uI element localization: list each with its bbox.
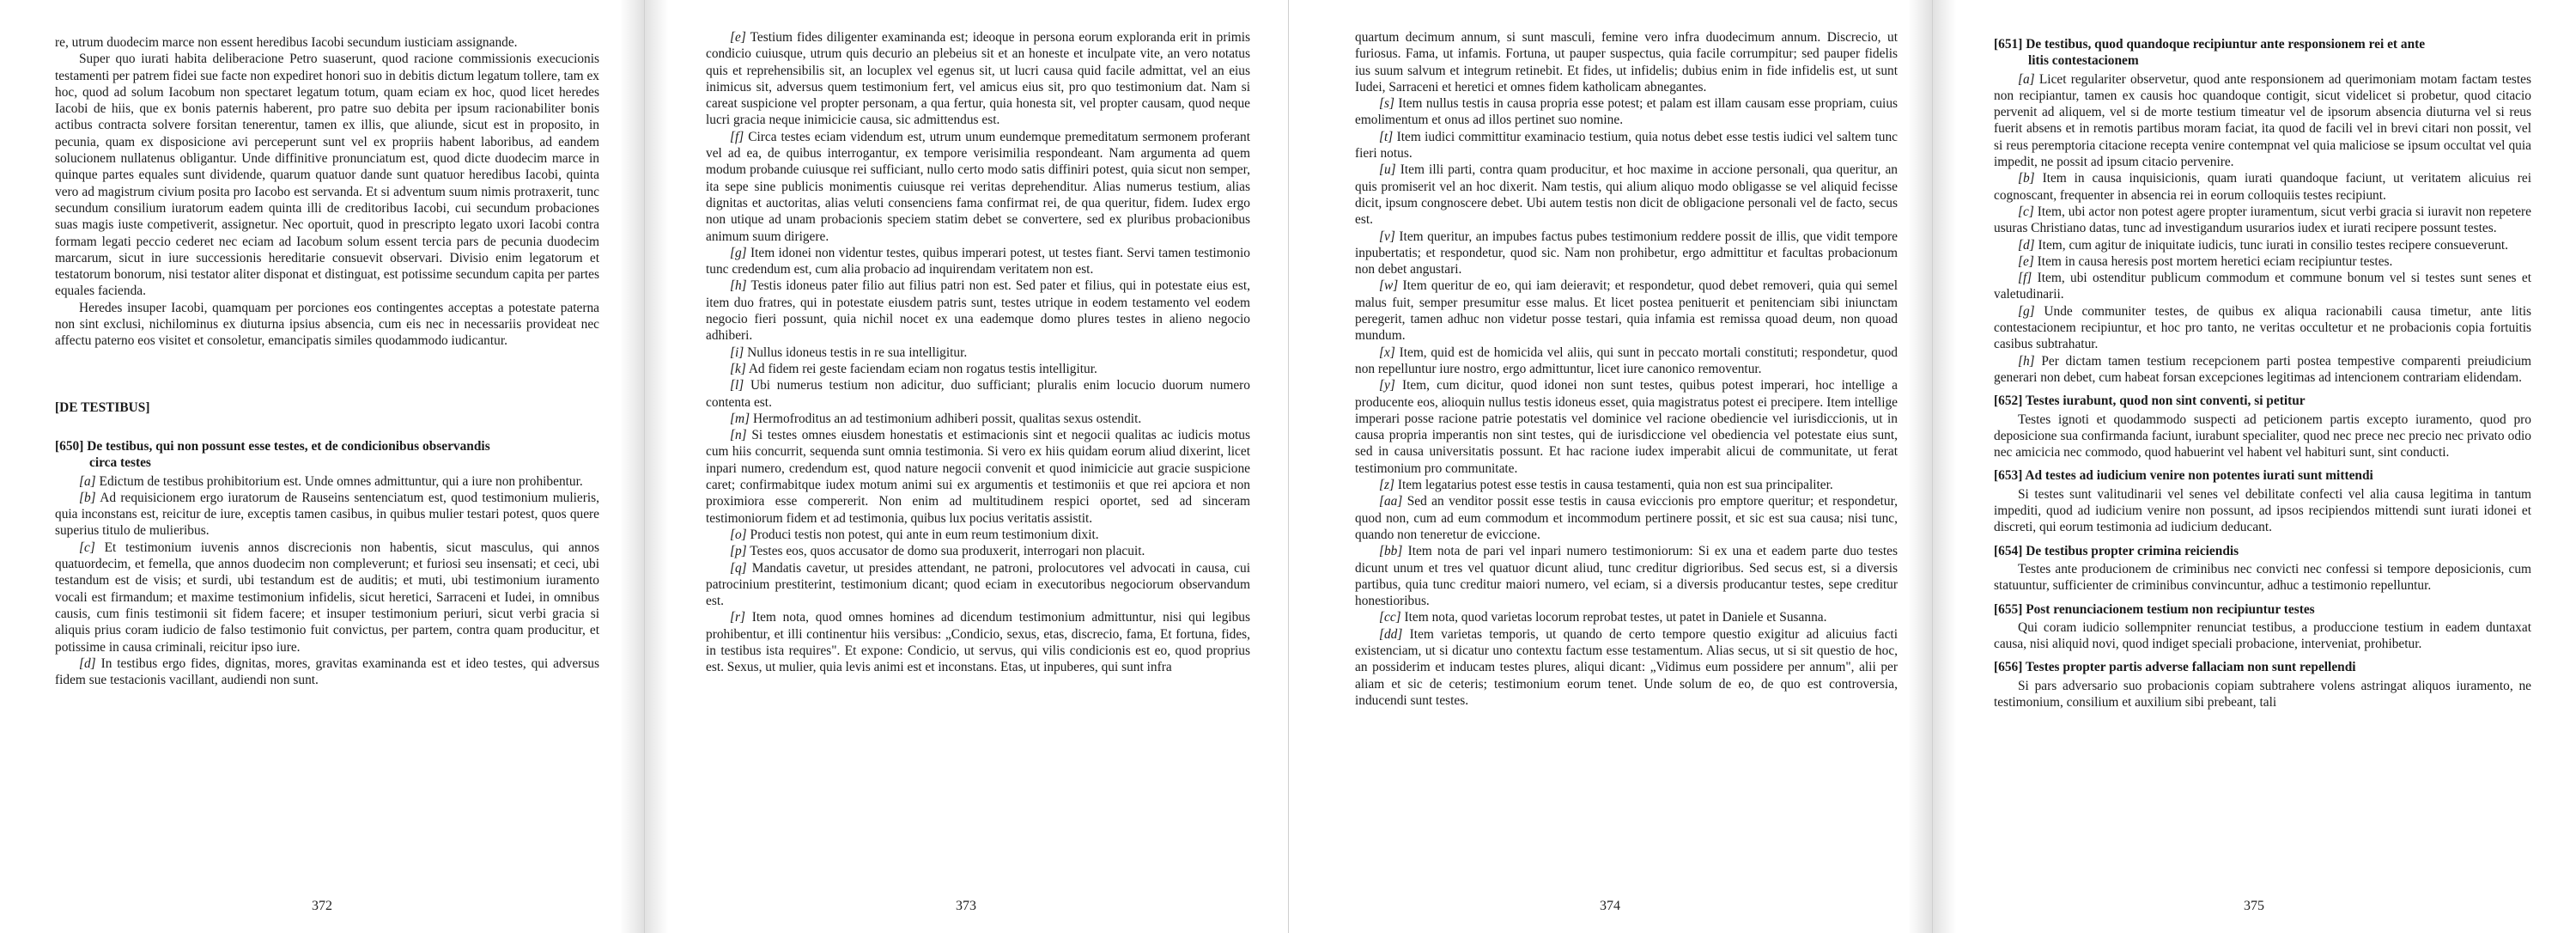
- entry-text: Ubi numerus testium non adicitur, duo sufficiant; pluralis enim locucio duorum numero contenta est.: [706, 378, 1250, 410]
- chapter-title: De testibus propter crimina reiciendis: [2026, 543, 2239, 558]
- entry-paragraph: [706, 361, 1250, 377]
- chapter-title: Testes iurabunt, quod non sint conventi, si petitur: [2025, 393, 2306, 409]
- entry-paragraph: [706, 427, 1250, 527]
- entry-text: Testium fides diligenter examinanda est; ideoque in persona eorum exploranda erit in primis condicio cuiusque, utrum quis decurio an plebeius sit et an honeste et inculpate vite, an vero notatus quis et reprehensibilis sit, an locuplex vel egenus sit, ut lucri causa quid facile admittat, vel an eius inimicus sit, adversus quem testimonium fert, vel amicus eius sit, pro quo testimonium dat. Nam si careat suspicione vel propter personam, a qua fertur, quia honesta sit, vel propter causam, quod neque lucri gracia neque inimicicie causa, sic admittendus est.: [706, 30, 1250, 128]
- entry-paragraph: [55, 656, 599, 689]
- entry-marker: [l]: [730, 378, 744, 393]
- chapter-heading: [1994, 36, 2531, 70]
- entry-marker: [h]: [730, 278, 747, 294]
- entry-paragraph: [706, 245, 1250, 278]
- entry-text: Item, cum dicitur, quod idonei non sunt testes, quibus potest imperari, hoc intellige a producente eos, alioquin nullus testis idoneus esset, quia magistratus potest ei precipere. Item intellige imperari posse racione patrie potestatis vel dominice vel racione obediencie vel iurisdiccionis, ut in causa propria imperantis non sint testes, qui de iurisdiccione vel obediencia vel potestate eius sunt, sed in causa universitatis possunt. Et hac racione iudex imperabit alicui de communitate, ut ferat testimonium pro communitate.: [1355, 378, 1898, 476]
- entry-text: Mandatis cavetur, ut presides attendant, ne patroni, prolocutores vel advocati in causa, cui patrocinium prestiterint, testimonium dicant; quod eciam in executoribus negociorum observandum est.: [706, 560, 1250, 609]
- entry-marker: [k]: [730, 361, 746, 376]
- entry-marker: [cc]: [1379, 610, 1401, 625]
- paragraph: re, utrum duodecim marce non essent heredibus Iacobi secundum iusticiam assignande.: [55, 35, 518, 50]
- entry-marker: [v]: [1379, 229, 1395, 244]
- entry-text: Item legatarius potest esse testis in causa testamenti, quia non est sua principaliter.: [1397, 478, 1833, 493]
- entry-text: Si testes omnes eiusdem honestatis et estimacionis sint et negocii qualitas ac iudicis motus cum hiis concurrit, sequenda sunt omnia testimonia. Si vero ex hiis quidam eorum aliud dixerint, licet inpari numero, credendum est, quod nature negocii convenit et quod inimicicie aut gracie suspicione caret; confirmabitque iudex motum animi sui ex argumentis et testimoniis et que rei apciora et non proximiora esse compererit. Non enim ad multitudinem respici oportet, sed ad sinceram testimoniorum fidem et ad testimonia, quibus lux pocius veritatis assistit.: [706, 428, 1250, 526]
- entry-text: Ad fidem rei geste faciendam eciam non rogatus testis intelligitur.: [748, 361, 1097, 376]
- entry-paragraph: [1355, 477, 1898, 493]
- chapter-title: Testes propter partis adverse fallaciam non sunt repellendi: [2025, 660, 2356, 675]
- chapter-heading: [1994, 601, 2531, 618]
- entry-paragraph: [1355, 493, 1898, 543]
- entry-text: Item nota, quod varietas locorum reprobat testes, ut patet in Daniele et Susanna.: [1404, 610, 1827, 625]
- entry-text: Per dictam tamen testium recepcionem parti postea tempestive comparenti preiudicium generari non debet, cum habeat forsan excepciones legitimas ad intencionem contrariam elidendam.: [1994, 353, 2531, 385]
- entry-marker: [dd]: [1379, 626, 1403, 642]
- chapter-heading: [1994, 543, 2531, 559]
- entry-paragraph: [706, 560, 1250, 610]
- entry-marker: [e]: [2018, 253, 2034, 269]
- entry-paragraph: [1994, 237, 2531, 253]
- entry-paragraph: [706, 129, 1250, 245]
- entry-text: Sed an venditor possit esse testis in causa eviccionis pro emptore queritur; et respondetur, quod non, cum ad eum commodum et incommodum pertinere possit, et sic est sua causa; nisi tunc, quando non teneretur de eviccione.: [1355, 494, 1898, 542]
- page-content: [1994, 29, 2531, 873]
- entry-paragraph: [1355, 626, 1898, 709]
- chapter-number: [655]: [1994, 601, 2023, 617]
- entry-text: In testibus ergo fides, dignitas, mores, gravitas examinanda est et ideo testes, qui adversus fidem sue testacionis vacillant, audiendi non sunt.: [55, 656, 599, 688]
- entry-text: Item, ubi ostenditur publicum commodum et commune bonum vel si testes sunt senes et valetudinarii.: [1994, 271, 2531, 302]
- entry-marker: [g]: [2018, 303, 2035, 319]
- entry-paragraph: [1994, 353, 2531, 387]
- paragraph: Si testes sunt valitudinarii vel senes vel debilitate confecti vel alia causa legitima in tantum impediti, quod ad iudicium venire non possunt, ad ipsos recipiendos mittendi sunt iurati idonei et discreti, qui eorum testimonia ad iudicium deducant.: [1994, 486, 2531, 535]
- paragraph: Super quo iurati habita deliberacione Petro suaserunt, quod racione commissionis execucionis testamenti per patrem fidei sue facte non expediret honori suo in debitis dictum legatum tollere, tam ex hoc, quod ad solum Iacobum non spectaret legatum totum, quam eciam ex hoc, quod licet heredes Iacobi de hiis, que ex bonis paternis haberent, pro patre suo debita per ipsum racionabiliter bonis actibus contracta solvere forsitan tenerentur, tamen ex illis, que aliunde, sicut est in proposito, in pecunia, quam ex disposicione avi perceperunt sunt vel ex propriis habent laboribus, ad eandem solucionem nullatenus obligantur. Unde diffinitive pronunciatum est, quod dicte duodecim marce in quinque partes equales sunt dividende, quarum quatuor dande sunt quatuor heredibus Iacobi, quinta vero ad magistrum civium posita pro Iacobo est servanda. Et si adventum suum nimis protraxerit, tunc secundum consilium iuratorum eadem quinta illi de creditoribus Iacobi, cui secundum probaciones suas magis iuste competiverit, assignetur. Nec oportuit, quod in prescripto legato uxori Iacobi contra formam legati peccio cederet nec eciam ad Iacobum solum essent tercia pars de pecunia duodecim marcarum, sicut in iure successionis hereditarie consuevit observari. Divisio enim legatorum et testatorum bonorum, nisi testator aliter disponat et distinguat, est potissime secundum capita per partes equales facienda.: [55, 52, 599, 299]
- entry-paragraph: [1355, 162, 1898, 228]
- page-number: 372: [312, 899, 332, 913]
- entry-text: Item iudici committitur examinacio testium, quia notus debet esse testis iudici vel saltem tunc fieri notus.: [1355, 129, 1898, 162]
- entry-paragraph: [1994, 270, 2531, 303]
- section-heading: [DE TESTIBUS]: [55, 399, 150, 415]
- entry-paragraph: [706, 377, 1250, 411]
- entry-paragraph: [1994, 170, 2531, 204]
- chapter-number: [651]: [1994, 37, 2023, 52]
- chapter-heading: [1994, 393, 2531, 409]
- entry-text: Testes eos, quos accusator de domo sua produxerit, interrogari non placuit.: [750, 544, 1145, 559]
- page-divider: [1288, 0, 1289, 933]
- entry-paragraph: [706, 277, 1250, 344]
- entry-paragraph: [1355, 345, 1898, 378]
- entry-marker: [b]: [2018, 171, 2035, 186]
- gutter-shadow: [1932, 0, 1956, 933]
- entry-marker: [y]: [1379, 378, 1395, 393]
- entry-text: Item varietas temporis, ut quando de certo tempore questio exigitur ad alicuius facti existenciam, ut si dicatur uno contextu factum esse testamentum. Alias secus, ut si sit questio de hoc, an possiderim et inducam testes plures, aliqui dicant: „Vidimus eum possidere per annum", alii per aliam et sic de ceteris; testimonium eorum tenet. Unde solum de eo, de quo est controversia, inducendi sunt testes.: [1355, 626, 1898, 708]
- entry-paragraph: [1994, 71, 2531, 171]
- entry-text: Item illi parti, contra quam producitur, et hoc maxime in accione personali, qua queritur, an quis promiserit vel an hoc dixerit. Nam testis, qui alium aliquo modo obligasse se vel aliquid fecisse dicit, ipsum congnoscere debet. Ubi autem testis non dicit de obligacione personali vel de facto, secus est.: [1355, 162, 1898, 228]
- entry-marker: [u]: [1379, 162, 1396, 178]
- chapter-title-continued: litis contestacionem: [2028, 53, 2139, 69]
- entry-text: Item queritur de eo, qui iam deieravit; et respondetur, quod debet removeri, quia qui semel malus fuit, semper presumitur esse malus. Et licet postea penituerit et penitenciam sibi iniunctam peregerit, tamen adhuc non videtur posse testari, quia infamia est remissa quoad deum, non quoad mundum.: [1355, 278, 1898, 344]
- gutter-shadow: [1908, 0, 1932, 933]
- entry-text: Nullus idoneus testis in re sua intelligitur.: [747, 345, 968, 360]
- entry-text: Hermofroditus an ad testimonium adhiberi possit, qualitas sexus ostendit.: [752, 411, 1142, 426]
- page-content: [706, 29, 1250, 873]
- entry-text: Circa testes eciam videndum est, utrum unum eundemque premeditatum sermonem proferant vel ad ea, de quibus interrogantur, ex tempore verisimilia respondeant. Nam argumenta ad quem modum probande cuiusque rei sufficiant, nullo certo modo satis diffiniri potest, quia sicut non semper, ita sepe sine publicis monimentis cuiusque rei veritas deprehenditur. Alias numerus testium, alias dignitas et auctoritas, alias veluti consenciens fama confirmat rei, de qua queritur, fidem. Iudex ergo non utique ad unam probacionis speciem statim debet se convertere, sed ex pluribus probacionibus animum suum dirigere.: [706, 129, 1250, 244]
- chapter-number: [656]: [1994, 660, 2023, 675]
- page-number: 373: [956, 899, 976, 913]
- gutter-shadow: [644, 0, 668, 933]
- entry-paragraph: [706, 609, 1250, 675]
- entry-paragraph: [55, 490, 599, 540]
- entry-paragraph: [1994, 253, 2531, 270]
- entry-paragraph: [55, 540, 599, 656]
- chapter-title: De testibus, qui non possunt esse testes, et de condicionibus observandis: [87, 438, 490, 454]
- entry-marker: [n]: [730, 428, 747, 443]
- entry-marker: [q]: [730, 560, 747, 576]
- entry-text: Produci testis non potest, qui ante in eum reum testimonium dixit.: [750, 527, 1099, 542]
- paragraph: Si pars adversario suo probacionis copiam subtrahere volens astringat aliquos iuramento, ne testimonium, consilium et auxilium sibi prebeant, tali: [1994, 678, 2531, 710]
- entry-text: Edictum de testibus prohibitorium est. Unde omnes admittuntur, qui a iure non prohibentur.: [99, 473, 583, 489]
- entry-marker: [x]: [1379, 345, 1395, 360]
- entry-paragraph: [1355, 277, 1898, 344]
- page-number: 375: [2244, 899, 2264, 913]
- chapter-heading: [1994, 659, 2531, 675]
- entry-paragraph: [1994, 204, 2531, 237]
- entry-marker: [r]: [730, 610, 745, 625]
- page-374: [1288, 0, 1932, 933]
- entry-marker: [t]: [1379, 129, 1394, 144]
- entry-marker: [i]: [730, 345, 744, 360]
- page-divider: [644, 0, 645, 933]
- chapter-number: [650]: [55, 438, 84, 454]
- entry-text: Item idonei non videntur testes, quibus imperari potest, ut testes fiant. Servi tamen testimonio tunc credendum est, cum alia probacio ad inquirendam veritatem non est.: [706, 245, 1250, 277]
- chapter-number: [653]: [1994, 468, 2023, 484]
- entry-paragraph: [1355, 95, 1898, 129]
- entry-paragraph: [706, 543, 1250, 559]
- entry-text: Item queritur, an impubes factus pubes testimonium reddere possit de illis, que vidit tempore inpubertatis; et respondetur, quod sic. Nam non prohibetur, ergo admittitur et facultas probacionum non debet angustari.: [1355, 229, 1898, 277]
- entry-marker: [f]: [2018, 271, 2032, 286]
- entry-marker: [o]: [730, 527, 747, 542]
- chapter-heading: [1994, 467, 2531, 484]
- entry-marker: [p]: [730, 544, 747, 559]
- page-number: 374: [1600, 899, 1620, 913]
- gutter-shadow: [620, 0, 644, 933]
- entry-paragraph: [1355, 377, 1898, 477]
- chapter-title: Post renunciacionem testium non recipiuntur testes: [2026, 601, 2315, 617]
- entry-text: Item, ubi actor non potest agere propter iuramentum, sicut verbi gracia si iuravit non repetere usuras Christiano datas, tunc ad investigandum usurarios iudex et iurati recipere possunt testes.: [1994, 204, 2531, 236]
- page-372: [0, 0, 644, 933]
- entry-text: Item, quid est de homicida vel aliis, qui sunt in peccato mortali constituti; respondetur, quod non repelluntur iure nostro, ergo admittuntur, licet iure canonico removentur.: [1355, 345, 1898, 376]
- paragraph: Heredes insuper Iacobi, quamquam per porciones eos contingentes acceptas a potestate paterna non sint exclusi, nichilominus ex diuturna ipsius absencia, cum eis nec in necessariis provideat nec affectu paterno eos visitet et consoletur, emancipatis similes quodammodo iudicantur.: [55, 300, 599, 349]
- chapter-number: [654]: [1994, 543, 2023, 558]
- chapter-heading: [55, 438, 599, 472]
- entry-text: Testis idoneus pater filio aut filius patri non est. Sed pater et filius, qui in potestate eius est, item duo fratres, qui in potestate eiusdem patris sunt, testes utrique in eodem testamento vel eodem negocio fieri possunt, quia nichil nocet ex una eademque domo plures testes in alieno negocio adhiberi.: [706, 278, 1250, 344]
- entry-marker: [aa]: [1379, 494, 1403, 509]
- chapter-title-continued: circa testes: [89, 455, 151, 471]
- entry-text: Unde communiter testes, de quibus ex aliqua racionabili causa timetur, ante litis contestacionem recipiuntur, et hoc pro tanto, ne veritas occultetur et ne probacionis copia fortuitis casibus subtrahatur.: [1994, 303, 2531, 352]
- entry-marker: [z]: [1379, 478, 1394, 493]
- paragraph: Qui coram iudicio sollempniter renunciat testibus, a produccione testium in eadem duntaxat causa, nisi aliquid novi, quod indiget speciali probacione, interveniat, prohibetur.: [1994, 619, 2531, 652]
- entry-paragraph: [1994, 303, 2531, 353]
- entry-text: Item nota, quod omnes homines ad dicendum testimonium admittuntur, nisi qui legibus prohibentur, et illi continentur hiis versibus: „Condicio, sexus, etas, discrecio, fama, Et fortuna, fides, in testibus ista requires". Et expone: Condicio, ut servus, qui vilis condicionis est eo, quod proprius est. Sexus, ut mulier, quia levis animi est et inconstans. Etas, ut inpuberes, qui sunt infra: [706, 610, 1250, 675]
- entry-marker: [g]: [730, 245, 747, 260]
- entry-text: Licet regulariter observetur, quod ante responsionem ad querimoniam motam factam testes non recipiantur, tamen ex causis hoc quandoque contigit, sicut videlicet si probetur, quod citacio pervenit ad aliquem, vel si de morte testium timeatur vel de ipsorum absencia diuturna vel si reus fuerit absens et in remotis partibus moram faciat, ita quod de facili vel in brevi citari non possit, vel si reus peremptoria citacione recepta venire contempnat vel quia maliciose se ipsum occultat vel quia impedit, ne possit ad ipsum citacio pervenire.: [1994, 71, 2531, 170]
- entry-text: Item nullus testis in causa propria esse potest; et palam est illam causam esse propriam, cuius emolimentum et onus ad illos pertinet suo nomine.: [1355, 96, 1898, 128]
- entry-marker: [c]: [2018, 204, 2034, 219]
- entry-paragraph: [1355, 229, 1898, 278]
- entry-marker: [a]: [2018, 71, 2035, 87]
- entry-paragraph: [706, 527, 1250, 543]
- entry-marker: [b]: [79, 490, 96, 505]
- page-373: [644, 0, 1288, 933]
- entry-paragraph: [706, 345, 1250, 361]
- entry-marker: [m]: [730, 411, 750, 426]
- page-content: [1355, 29, 1898, 873]
- entry-marker: [d]: [79, 656, 96, 671]
- chapter-title: Ad testes ad iudicium venire non potentes iurati sunt mittendi: [2025, 468, 2373, 484]
- entry-paragraph: [706, 411, 1250, 427]
- entry-marker: [a]: [79, 473, 96, 489]
- entry-paragraph: [55, 473, 599, 490]
- entry-marker: [d]: [2018, 237, 2035, 253]
- entry-text: Et testimonium iuvenis annos discrecionis non habentis, sicut masculus, qui annos quatuordecim, et femella, que annos duodecim non compleverunt; et furiosi seu insensati; et ceci, ubi testandum est de visis; et surdi, ubi testandum est de auditis; et muti, ubi testimonium iuramento vocali est firmandum; et maxime testimonium infidelis, sicut heretici, Sarraceni et Iudei, in omnibus causis, cum finis testimonii sit fidem facere; et insuper testimonium periuri, sicut verbi gracia si aliquis prius coram iudicio de falso testimonio fuit convictus, per partem, contra quam producitur, et potissime in causa criminali, reicitur ipso iure.: [55, 540, 599, 655]
- entry-marker: [f]: [730, 129, 744, 144]
- entry-paragraph: [1355, 129, 1898, 162]
- chapter-title: De testibus, quod quandoque recipiuntur ante responsionem rei et ante: [2026, 37, 2426, 52]
- page-content: [55, 34, 599, 873]
- paragraph: Testes ante producionem de criminibus nec convicti nec confessi si tempore deposicionis, cum statuuntur, sufficienter de criminibus convincuntur, adhuc a testimonio repelluntur.: [1994, 561, 2531, 594]
- entry-marker: [c]: [79, 540, 95, 555]
- entry-paragraph: [1355, 609, 1898, 625]
- entry-text: Item in causa heresis post mortem heretici eciam recipiuntur testes.: [2037, 253, 2393, 269]
- entry-text: Item in causa inquisicionis, quam iurati quandoque faciunt, ut veritatem alicuius rei cognoscant, frequenter in absencia rei in eorum colloquiis testes recipiunt.: [1994, 171, 2531, 203]
- paragraph: Testes ignoti et quodammodo suspecti ad peticionem partis excepto iuramento, quod pro deposicione sua confirmanda faciunt, iurabunt specialiter, quod nec prece nec precio nec privato odio nec amicicia nec commodo, quod habuerint vel habent vel habituri sunt, sint conducti.: [1994, 412, 2531, 460]
- entry-text: Item, cum agitur de iniquitate iudicis, tunc iurati in consilio testes recipere consueverunt.: [2038, 237, 2509, 253]
- page-375: [1932, 0, 2576, 933]
- entry-marker: [s]: [1379, 96, 1394, 112]
- entry-text: Ad requisicionem ergo iuratorum de Rauseins sentenciatum est, quod testimonium mulieris, quia inconstans est, reicitur de iure, exceptis tamen casibus, in quibus mulier testari potest, quos quere superius titulo de mulieribus.: [55, 490, 599, 539]
- page-divider: [1932, 0, 1933, 933]
- entry-marker: [bb]: [1379, 544, 1403, 559]
- entry-paragraph: [1355, 543, 1898, 609]
- entry-paragraph: [706, 29, 1250, 129]
- entry-marker: [w]: [1379, 278, 1399, 294]
- entry-marker: [h]: [2018, 353, 2035, 369]
- entry-marker: [e]: [730, 30, 746, 45]
- chapter-number: [652]: [1994, 393, 2023, 409]
- paragraph: quartum decimum annum, si sunt masculi, femine vero infra duodecimum annum. Discrecio, ut furiosus. Fama, ut infamis. Fortuna, ut pauper suspectus, quia facile corrumpitur; sed pauper fidelis ius suum salvum et integrum retinebit. Et fides, ut infidelis; dubius enim in fide infidelis est, ut sunt Iudei, Sarraceni et heretici et omnes fidem katholicam abnegantes.: [1355, 30, 1898, 95]
- entry-text: Item nota de pari vel inpari numero testimoniorum: Si ex una et eadem parte duo testes dicunt unum et tres vel quatuor dicunt aliud, tunc creditur digrioribus. Sed secus est, si a diversis partibus, quia tunc creditur maiori numero, vel eciam, si a diversis producantur testes, sepe creditur honestioribus.: [1355, 544, 1898, 609]
